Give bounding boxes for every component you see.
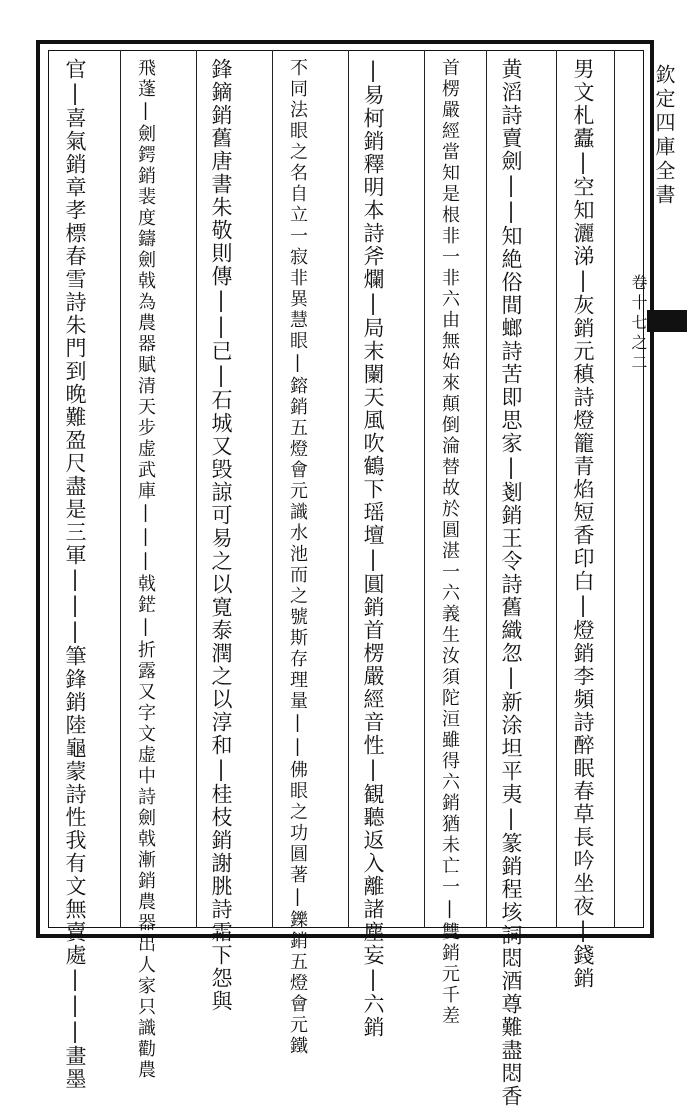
text-column-8: 官|喜氣銷章孝標春雪詩朱門到晚難盈尺盡是三軍|||筆鋒銷陸龜蒙詩性我有文無賣處|||畫墨 xyxy=(63,58,87,1091)
text-column-4: |易柯銷釋明本詩斧爛|局末闌天風吹鶴下瑶壇|圓銷首楞嚴經音性|観聽返入離諸塵妄|六銷 xyxy=(361,58,385,1039)
text-column-2: 黄滔詩賣劍||知絶俗間螂詩苦即思家|剗銷王令詩舊織忽|新涂坦平夷|篆銷程垓詞悶酒尊難盡悶香 xyxy=(499,58,523,1108)
text-column-5: 不同法眼之名自立一寂非異慧眼|鎔銷五燈會元識水池而之號斯存理量||佛眼之功圓著|鑠銷五燈會元鐵 xyxy=(287,58,308,1057)
column-divider xyxy=(120,50,121,928)
text-column-6: 鋒鏑銷舊唐書朱敬則傳||已|石城又毁諒可易之以寛泰潤之以淳和|桂枝銷謝朓詩霜下怨與 xyxy=(209,58,233,1013)
column-divider xyxy=(424,50,425,928)
text-column-3: 首楞嚴經當知是根非一非六由無始來顛倒淪替故於圓湛一六義生汝須陀洹雖得六銷猶未亡一|雙銷元千差 xyxy=(439,58,460,1027)
column-divider xyxy=(196,50,197,928)
book-title: 欽定四庫全書 xyxy=(652,64,676,208)
text-column-1: 男文札蠹|空知灑涕|灰銷元稹詩燈籠青焰短香印白|燈銷李頻詩醉眠春草長吟坐夜|錢銷 xyxy=(571,58,595,990)
volume-label: 卷十七之二 xyxy=(629,274,648,374)
text-column-7: 飛蓬|劍鍔銷裴度鑄劍戟為農器賦清天步虚武庫|||戟鋩|折露又字文虚中詩劍戟漸銷農器出人家只識勸農 xyxy=(135,58,156,1081)
margin-column xyxy=(629,64,679,914)
column-divider xyxy=(348,50,349,928)
column-divider xyxy=(614,50,615,928)
column-divider xyxy=(556,50,557,928)
column-divider xyxy=(272,50,273,928)
column-divider xyxy=(486,50,487,928)
